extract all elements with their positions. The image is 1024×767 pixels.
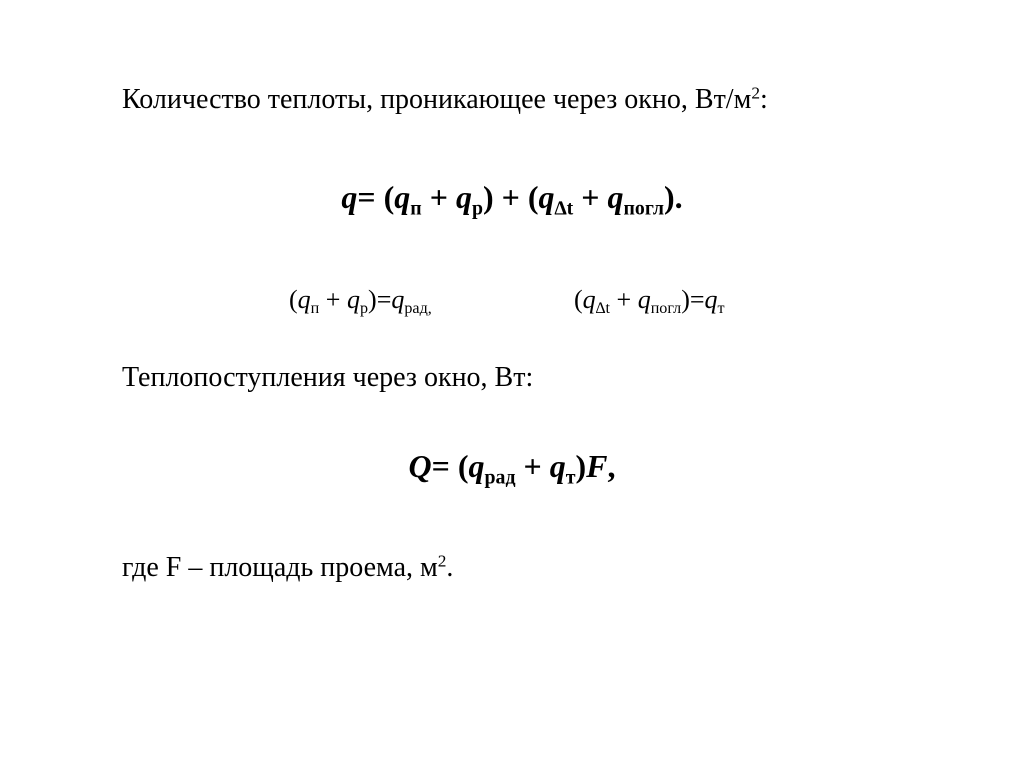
formula3-q3: q — [704, 285, 718, 314]
formula2-q3: q — [391, 285, 405, 314]
formula1-lhs: q — [341, 179, 358, 215]
formula3-q2: q — [637, 285, 651, 314]
formula4-lhs: Q — [408, 448, 432, 484]
formula4-F: F — [586, 448, 608, 484]
formula1-q1: q — [394, 179, 411, 215]
heat-gain-heading — [122, 364, 533, 392]
formula1-end: ). — [663, 179, 683, 215]
formula1-q1-sub: п — [410, 197, 422, 220]
heading-text: Количество теплоты, проникающее через окно, Вт/м — [122, 84, 752, 115]
formula3-plus: + — [610, 285, 638, 314]
formula1-q3-sub: ∆t — [554, 197, 574, 220]
formula1-mid: ) + ( — [482, 179, 539, 215]
formula1-q3: q — [538, 179, 555, 215]
formula3-open: ( — [574, 285, 583, 314]
heat-quantity-heading — [122, 83, 768, 115]
formula4-q2: q — [549, 448, 566, 484]
formula3-q1-sub: ∆t — [595, 300, 611, 318]
formula4-q1: q — [468, 448, 485, 484]
formula2-q3-sub: рад, — [404, 300, 432, 318]
formula4-end: , — [607, 448, 616, 484]
formula2-q1: q — [297, 285, 311, 314]
formula-radiative — [289, 285, 432, 318]
formula2-q2: q — [346, 285, 360, 314]
heading2-text: Теплопоступления через окно, Вт: — [122, 362, 534, 393]
formula4-q2-sub: т — [565, 466, 576, 489]
formula3-q3-sub: т — [717, 300, 725, 318]
note-text: где F – площадь проема, м — [122, 552, 438, 583]
formula1-eq: = ( — [357, 179, 395, 215]
formula2-q1-sub: п — [310, 300, 320, 318]
formula2-q2-sub: р — [359, 300, 369, 318]
formula4-q1-sub: рад — [484, 466, 516, 489]
formula3-eq: )= — [681, 285, 705, 314]
formula1-q4: q — [607, 179, 624, 215]
formula4-close: ) — [575, 448, 587, 484]
area-note — [122, 551, 454, 583]
formula-heat-gain — [0, 448, 1024, 489]
heading-superscript: 2 — [751, 83, 760, 103]
note-tail: . — [446, 552, 454, 583]
note-superscript: 2 — [437, 551, 447, 571]
formula1-q4-sub: погл — [623, 197, 664, 220]
formula4-eq: = ( — [431, 448, 469, 484]
formula2-open: ( — [289, 285, 298, 314]
heading-tail: : — [760, 84, 768, 115]
formula2-eq: )= — [368, 285, 392, 314]
formula-thermal — [574, 285, 725, 318]
formula1-plus2: + — [573, 179, 608, 215]
formula1-q2-sub: р — [471, 197, 483, 220]
formula2-plus: + — [319, 285, 347, 314]
formula3-q2-sub: погл — [650, 300, 682, 318]
formula3-q1: q — [582, 285, 596, 314]
formula1-plus1: + — [421, 179, 456, 215]
formula1-q2: q — [455, 179, 472, 215]
formula-total-heat — [0, 179, 1024, 220]
formula4-plus: + — [515, 448, 550, 484]
